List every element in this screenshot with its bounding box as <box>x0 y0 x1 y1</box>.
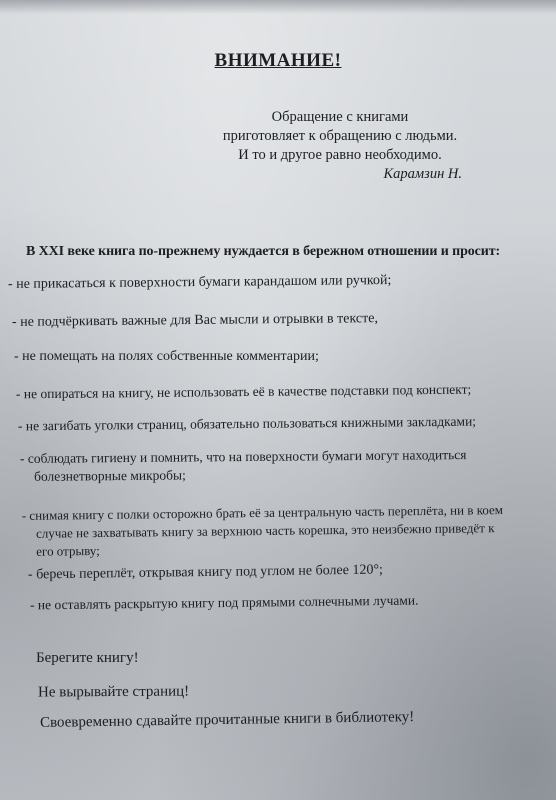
rule-item <box>22 501 504 561</box>
rule-item <box>16 381 471 404</box>
rule-text-continued: случае не захватывать книгу за верхнюю часть корешка, это неизбежно приведёт к <box>35 520 495 541</box>
epigraph-line: приготовляет к обращению с людьми. <box>222 128 458 144</box>
rule-item <box>14 348 319 366</box>
closing-line: Берегите книгу! <box>36 650 139 666</box>
rule-item <box>8 272 392 294</box>
rule-item <box>12 310 378 332</box>
rule-text: - не загибать уголки страниц, обязательно пользоваться книжными закладками; <box>17 413 477 434</box>
epigraph <box>190 108 490 184</box>
rule-text: - снимая книгу с полки осторожно брать её за центральную часть переплёта, ни в коем <box>21 502 504 523</box>
rule-text-continued: болезнетворные микробы; <box>34 467 186 484</box>
rule-item <box>30 592 419 615</box>
rule-text: - беречь переплёт, открывая книгу под углом не более 120°; <box>27 562 383 583</box>
rule-item <box>28 562 383 585</box>
paper-edge-shadow <box>0 0 556 14</box>
rule-text: - соблюдать гигиену и помнить, что на поверхности бумаги могут находиться <box>19 447 467 466</box>
closing-line: Своевременно сдавайте прочитанные книги в библиотеку! <box>39 709 415 731</box>
rule-text-continued: его отрыву; <box>36 542 100 559</box>
lead-statement: В XXI веке книга по-прежнему нуждается в бережном отношении и просит: <box>26 244 501 259</box>
epigraph-line: И то и другое равно необходимо. <box>238 147 442 163</box>
epigraph-author: Карамзин Н. <box>383 166 462 182</box>
rule-item <box>20 446 467 486</box>
epigraph-line: Обращение с книгами <box>271 109 409 125</box>
rule-text: - не прикасаться к поверхности бумаги карандашом или ручкой; <box>7 272 392 293</box>
rule-text: - не помещать на полях собственные комментарии; <box>14 349 319 364</box>
rule-text: - не подчёркивать важные для Вас мысли и отрывки в тексте, <box>11 311 379 330</box>
rule-item <box>18 413 476 436</box>
rule-text: - не оставлять раскрытую книгу под прямыми солнечными лучами. <box>29 592 419 613</box>
rule-text: - не опираться на книгу, не использовать её в качестве подставки под конспект; <box>15 381 472 402</box>
notice-title: ВНИМАНИЕ! <box>214 50 342 71</box>
closing-line: Не вырывайте страниц! <box>37 683 190 701</box>
